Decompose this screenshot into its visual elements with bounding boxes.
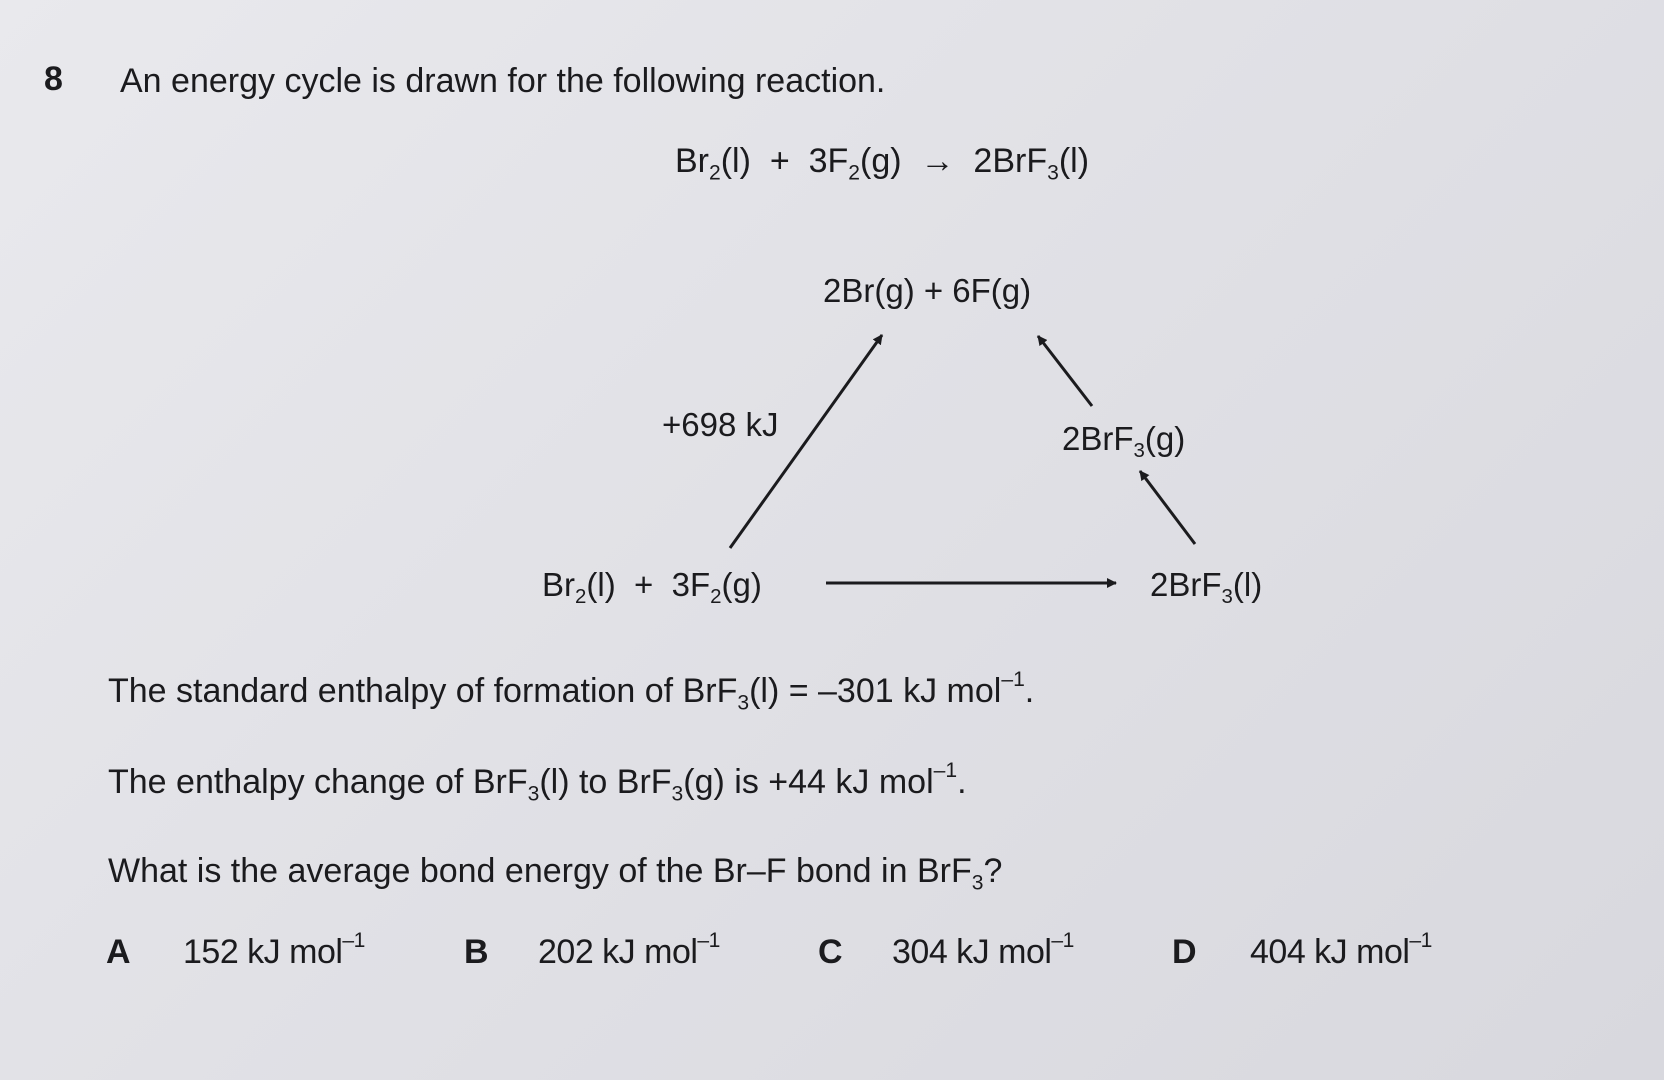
- br-state: (l): [1232, 566, 1263, 603]
- s2-pre: The enthalpy change of BrF: [108, 763, 528, 801]
- bl-b-sub: 2: [710, 585, 722, 609]
- s1-sup: –1: [1001, 668, 1025, 692]
- s3-pre: What is the average bond energy of the Br–F bond in BrF: [108, 852, 972, 890]
- s2-sub1: 3: [527, 782, 540, 806]
- question-intro: An energy cycle is drawn for the following reaction.: [120, 62, 886, 100]
- option-d-value[interactable]: [1250, 929, 1432, 972]
- option-b-letter: B: [464, 933, 489, 971]
- option-d-letter: D: [1172, 933, 1197, 971]
- option-b-value[interactable]: [538, 929, 720, 972]
- cycle-bottom-right-species: [1150, 566, 1263, 609]
- option-b-text: 202 kJ mol: [538, 933, 698, 971]
- mid-formula: 2BrF: [1062, 420, 1134, 457]
- mid-state: (g): [1144, 420, 1186, 457]
- eq-product-sub: 3: [1047, 161, 1059, 185]
- option-d-text: 404 kJ mol: [1250, 933, 1410, 971]
- option-a-value[interactable]: [183, 929, 365, 972]
- option-d[interactable]: [1172, 933, 1197, 972]
- option-c-sup: –1: [1051, 929, 1074, 953]
- cycle-left-energy-label: +698 kJ: [662, 406, 779, 443]
- s1-end: .: [1024, 672, 1035, 710]
- option-b[interactable]: [464, 933, 489, 972]
- bl-b: 3F: [671, 566, 711, 603]
- bl-b-state: (g): [721, 566, 762, 603]
- eq-arrow: →: [920, 142, 955, 180]
- option-a[interactable]: [106, 933, 131, 972]
- eq-reactant1-state: (l): [720, 142, 751, 180]
- statement-vaporisation-enthalpy: [108, 759, 967, 806]
- option-c[interactable]: [818, 933, 843, 972]
- statement-formation-enthalpy: [108, 668, 1035, 715]
- s2-mid: (l) to BrF: [539, 763, 672, 801]
- option-c-value[interactable]: [892, 929, 1074, 972]
- option-c-letter: C: [818, 933, 843, 971]
- arrow-brf3g-to-atoms: [1038, 336, 1092, 406]
- eq-reactant1-sub: 2: [709, 161, 721, 185]
- arrow-brf3l-to-brf3g: [1140, 471, 1195, 544]
- eq-product: 2BrF: [973, 142, 1048, 180]
- bl-plus: +: [634, 566, 654, 603]
- s2-post: (g) is +44 kJ mol: [683, 763, 934, 801]
- s1-post: (l) = –301 kJ mol: [749, 672, 1002, 710]
- option-c-text: 304 kJ mol: [892, 933, 1052, 971]
- option-a-sup: –1: [342, 929, 365, 953]
- s2-sub2: 3: [671, 782, 684, 806]
- cycle-bottom-left-species: [542, 566, 762, 609]
- option-a-text: 152 kJ mol: [183, 933, 343, 971]
- s2-end: .: [957, 763, 967, 801]
- eq-reactant2: 3F: [808, 142, 849, 180]
- s1-sub: 3: [737, 691, 750, 715]
- mid-sub: 3: [1133, 439, 1145, 463]
- br-sub: 3: [1221, 585, 1233, 609]
- cycle-top-species: 2Br(g) + 6F(g): [823, 272, 1032, 309]
- option-d-sup: –1: [1409, 929, 1432, 953]
- s3-end: ?: [983, 852, 1003, 890]
- cycle-middle-species: [1062, 420, 1186, 463]
- option-b-sup: –1: [697, 929, 720, 953]
- br-formula: 2BrF: [1150, 566, 1222, 603]
- bl-a: Br: [542, 566, 575, 603]
- bl-a-sub: 2: [575, 585, 587, 609]
- bl-a-state: (l): [586, 566, 616, 603]
- s1-pre: The standard enthalpy of formation of BrF: [108, 672, 738, 710]
- s2-sup: –1: [933, 759, 958, 783]
- option-a-letter: A: [106, 933, 131, 971]
- eq-plus: +: [769, 142, 790, 180]
- eq-reactant2-sub: 2: [848, 161, 861, 185]
- eq-reactant1: Br: [675, 142, 709, 180]
- eq-product-state: (l): [1058, 142, 1090, 180]
- s3-sub: 3: [971, 871, 984, 895]
- question-prompt: [108, 852, 1003, 895]
- question-number: 8: [44, 60, 63, 98]
- eq-reactant2-state: (g): [860, 142, 902, 180]
